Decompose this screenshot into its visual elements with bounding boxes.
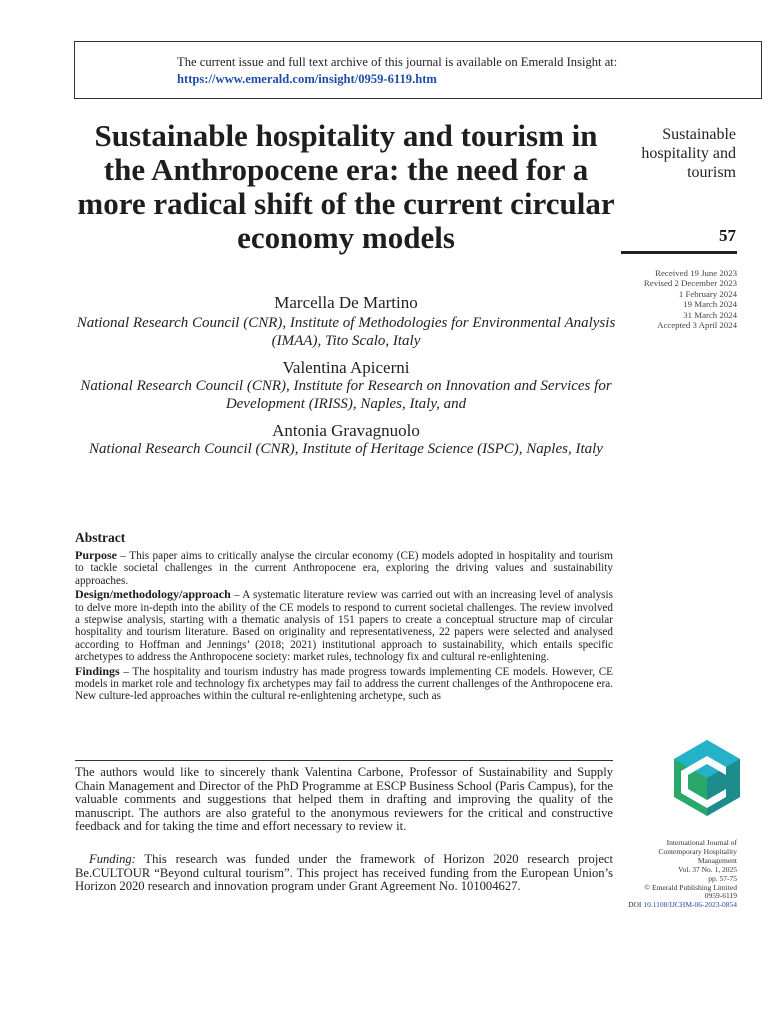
- abstract-design: [75, 588, 613, 663]
- findings-text: – The hospitality and tourism industry has made progress towards implementing CE models. However, CE models in market role and technology fix archetypes may fail to address the current challenges of the Anthropocene era. New culture-led approaches within the cultural re-enlightening archetype, such as: [75, 665, 613, 703]
- date-received: Received 19 June 2023: [655, 268, 737, 278]
- emerald-publishing-logo-icon: [674, 740, 740, 816]
- journal-pages: pp. 57-75: [708, 873, 737, 883]
- author-name-2: Valentina Apicerni: [282, 358, 410, 377]
- author-affiliation-1: National Research Council (CNR), Institute of Methodologies for Environmental Analysis (IMAA), Tito Scalo, Italy: [76, 315, 616, 349]
- doi-line: [600, 901, 737, 910]
- funding-text: This research was funded under the framework of Horizon 2020 research project Be.CULTOUR “Beyond cultural tourism”. This project has received funding from the European Union’s Horizon 2020 research and innovation program under Grant Agreement No. 101004627.: [75, 852, 613, 894]
- footnote-divider: [75, 760, 613, 761]
- article-dates: [600, 268, 737, 330]
- journal-archive-link[interactable]: https://www.emerald.com/insight/0959-6119.htm: [177, 72, 437, 86]
- acknowledgement: The authors would like to sincerely thank Valentina Carbone, Professor of Sustainability and Supply Chain Management and Director of the PhD Programme at ESCP Business School (Paris Campus), for the valuable comments and suggestions that helped them in drafting and improving the quality of the manuscript. The authors are also grateful to the anonymous reviewers for the critical and constructive feedback and for taking the time and effort necessary to review it.: [75, 765, 613, 834]
- date-revised-3: 19 March 2024: [683, 299, 737, 310]
- abstract-findings: [75, 665, 613, 703]
- abstract-heading: Abstract: [75, 530, 126, 545]
- journal-info: [600, 839, 737, 910]
- paper-title: Sustainable hospitality and tourism in the Anthropocene era: the need for a more radical shift of the current circular economy models: [77, 118, 615, 255]
- journal-name-line-1: International Journal of: [666, 838, 737, 847]
- doi-label: DOI: [628, 900, 644, 910]
- access-box: [74, 41, 762, 99]
- funding-label: Funding:: [89, 852, 136, 866]
- date-accepted: Accepted 3 April 2024: [657, 320, 737, 331]
- journal-name-line-3: Management: [697, 855, 737, 865]
- date-revised: Revised 2 December 2023: [643, 278, 737, 289]
- page-number-rule: [621, 251, 737, 254]
- design-label: Design/methodology/approach: [75, 587, 231, 602]
- funding-note: [75, 853, 613, 894]
- findings-label: Findings: [75, 663, 120, 678]
- abstract-purpose: [75, 549, 613, 587]
- journal-name-line-2: Contemporary Hospitality: [658, 846, 737, 856]
- abstract-section: [75, 530, 613, 704]
- journal-issn: 0959-6119: [704, 891, 737, 901]
- page-number: 57: [719, 226, 736, 245]
- date-revised-2: 1 February 2024: [678, 288, 737, 299]
- access-text: The current issue and full text archive of this journal is available on Emerald Insight at:: [177, 55, 618, 69]
- design-text: – A systematic literature review was carried out with an increasing level of analysis to delve more in-depth into the ability of the CE models to respond to current societal challenges. The review involved a stepwise analysis, starting with a thematic analysis of 151 papers to create a conceptual structure map of circular hospitality and tourism literature. Based on originality and representativeness, 22 papers were selected and analysed according to Hoffman and Jennings’ (2018; 2021) institutional approach to sustainability, which entails specific archetypes to address the Anthropocene society: market rules, technology fix and cultural re-enlightening.: [75, 589, 613, 664]
- journal-volume: Vol. 37 No. 1, 2025: [678, 864, 737, 874]
- author-affiliation-2: National Research Council (CNR), Institute for Research on Innovation and Services for Development (IRISS), Naples, Italy, and: [80, 378, 612, 412]
- author-name-1: Marcella De Martino: [274, 293, 418, 312]
- purpose-text: – This paper aims to critically analyse the circular economy (CE) models adopted in hospitality and tourism to tackle societal challenges in the current Anthropocene era, exploring the driving values and sustainability approaches.: [75, 550, 613, 587]
- doi-link[interactable]: 10.1108/IJCHM-06-2023-0854: [643, 900, 737, 910]
- author-name-3: Antonia Gravagnuolo: [272, 421, 420, 440]
- journal-copyright: © Emerald Publishing Limited: [644, 882, 737, 892]
- running-title: Sustainable hospitality and tourism: [641, 126, 736, 181]
- purpose-label: Purpose: [75, 548, 117, 562]
- date-revised-4: 31 March 2024: [683, 309, 737, 320]
- author-affiliation-3: National Research Council (CNR), Institute of Heritage Science (ISPC), Naples, Italy: [89, 441, 603, 457]
